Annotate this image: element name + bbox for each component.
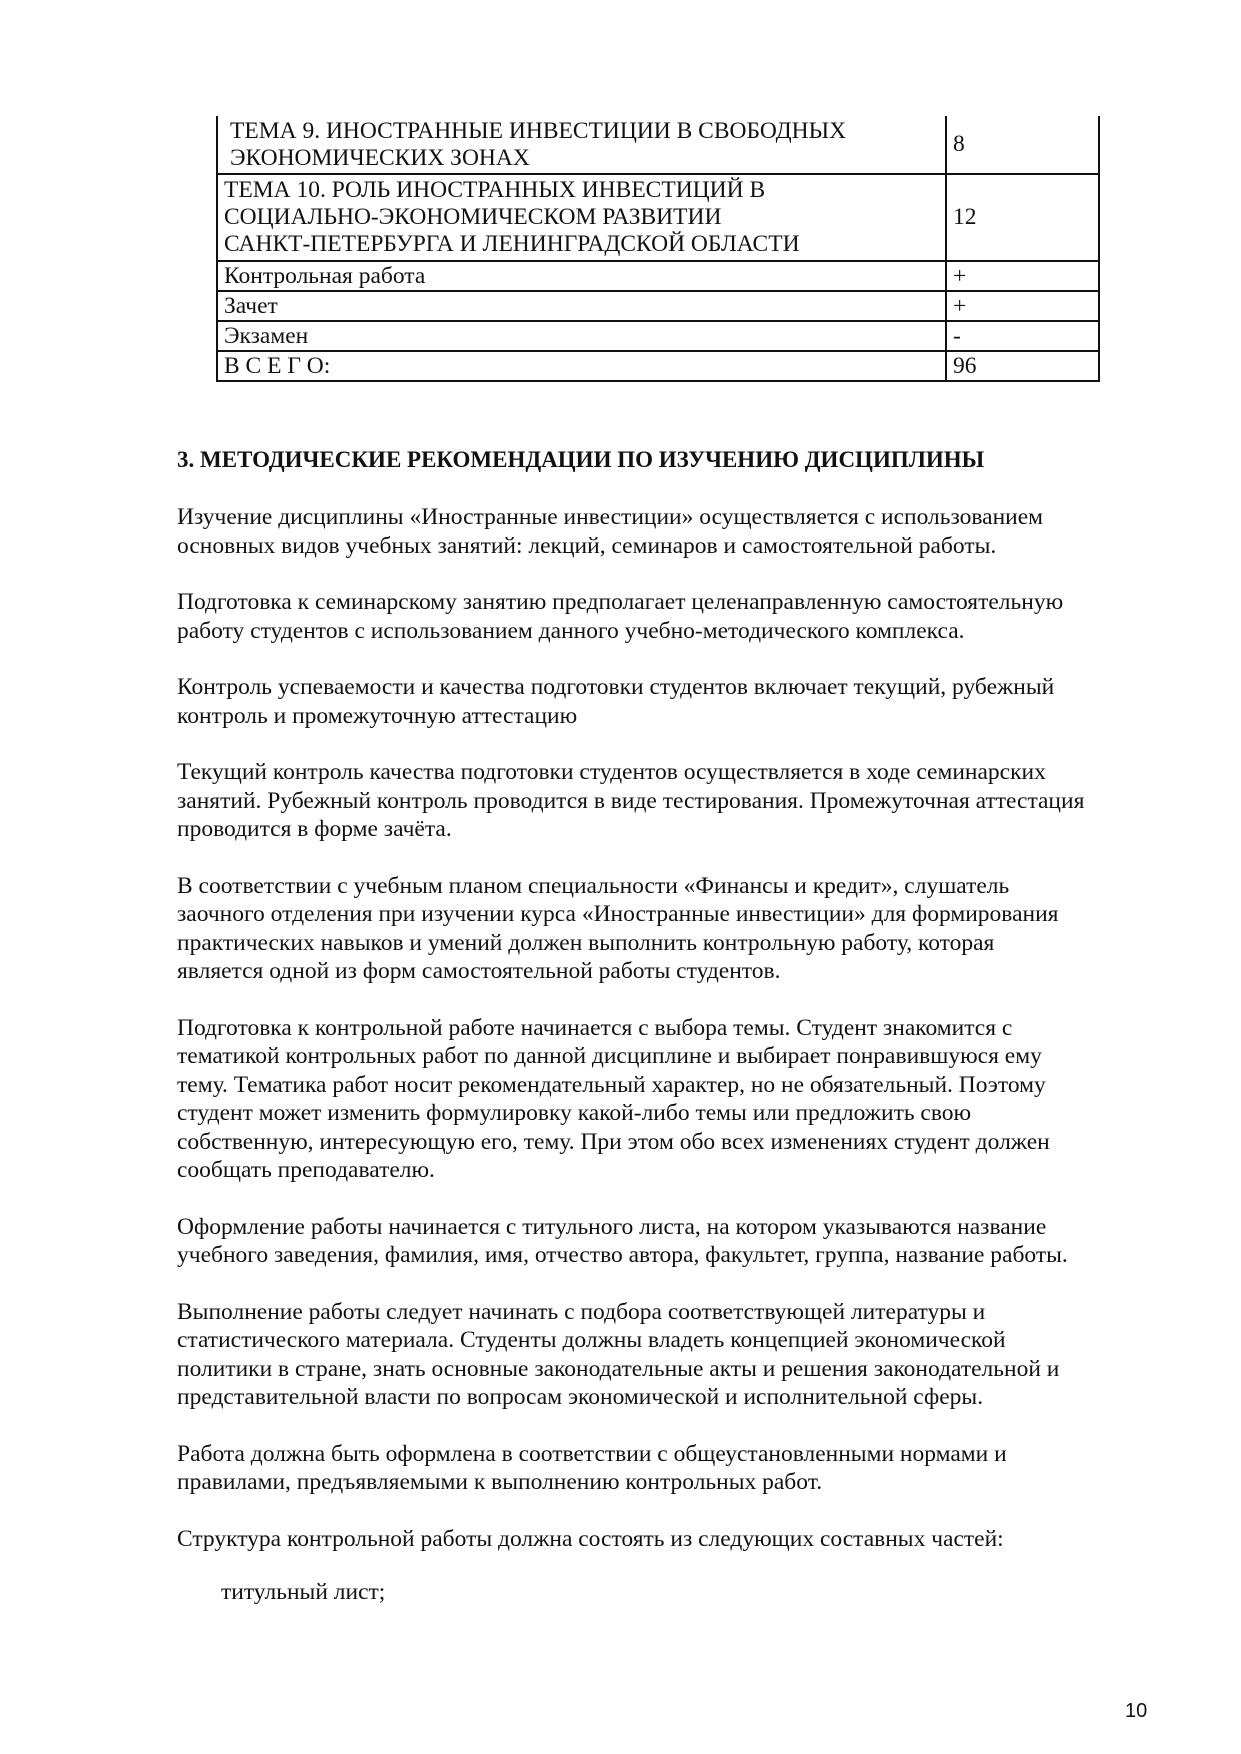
topic-cell: Экзамен <box>217 321 946 351</box>
section-body <box>177 503 1157 1553</box>
table-row-total <box>217 351 1099 381</box>
paragraph: Оформление работы начинается с титульного листа, на котором указываются название учебного заведения, фамилия, имя, отчество автора, факультет, группа, название работы. <box>177 1213 1068 1268</box>
hours-cell: 8 <box>946 116 1099 174</box>
table-row <box>217 261 1099 291</box>
hours-cell: + <box>946 261 1099 291</box>
hours-cell: + <box>946 291 1099 321</box>
paragraph: Выполнение работы следует начинать с подбора соответствующей литературы и статистического материала. Студенты должны владеть концепцией экономической политики в стране, знать основные законодательные акты и решения законодательной и представительной власти по вопросам экономической и исполнительной сферы. <box>177 1298 1060 1410</box>
table-row <box>217 291 1099 321</box>
paragraph: Подготовка к контрольной работе начинается с выбора темы. Студент знакомится с тематикой контрольных работ по данной дисциплине и выбирает понравившуюся ему тему. Тематика работ носит рекомендательный характер, но не обязательный. Поэтому студент может изменить формулировку какой-либо темы или предложить свою собственную, интересующую его, тему. При этом обо всех изменениях студент должен сообщать преподавателю. <box>177 1014 1050 1183</box>
hours-cell: 12 <box>946 174 1099 261</box>
paragraph: Подготовка к семинарскому занятию предполагает целенаправленную самостоятельную работу студентов с использованием данного учебно-методического комплекса. <box>177 589 1064 644</box>
table-row <box>217 321 1099 351</box>
paragraph: Работа должна быть оформлена в соответствии с общеустановленными нормами и правилами, предъявляемыми к выполнению контрольных работ. <box>177 1440 1007 1495</box>
topic-cell: Контрольная работа <box>217 261 946 291</box>
topic-cell: Зачет <box>217 291 946 321</box>
hours-cell: - <box>946 321 1099 351</box>
table-row <box>217 116 1099 174</box>
topic-cell: В С Е Г О: <box>217 351 946 381</box>
section-heading: 3. МЕТОДИЧЕСКИЕ РЕКОМЕНДАЦИИ ПО ИЗУЧЕНИЮ ДИСЦИПЛИНЫ <box>177 447 985 472</box>
hours-cell: 96 <box>946 351 1099 381</box>
table-row <box>217 174 1099 261</box>
paragraph: В соответствии с учебным планом специальности «Финансы и кредит», слушатель заочного отделения при изучении курса «Иностранные инвестиции» для формирования практических навыков и умений должен выполнить контрольную работу, которая является одной из форм самостоятельной работы студентов. <box>177 872 1059 984</box>
topic-cell: ТЕМА 10. РОЛЬ ИНОСТРАННЫХ ИНВЕСТИЦИЙ В СОЦИАЛЬНО-ЭКОНОМИЧЕСКОМ РАЗВИТИИ САНКТ-ПЕТЕРБУРГА И ЛЕНИНГРАДСКОЙ ОБЛАСТИ <box>217 174 946 261</box>
list-item: титульный лист; <box>221 1579 386 1605</box>
course-hours-table <box>216 116 1100 382</box>
paragraph: Изучение дисциплины «Иностранные инвестиции» осуществляется с использованием основных видов учебных занятий: лекций, семинаров и самостоятельной работы. <box>177 504 1044 559</box>
paragraph: Текущий контроль качества подготовки студентов осуществляется в ходе семинарских занятий. Рубежный контроль проводится в виде тестирования. Промежуточная аттестация проводится в форме зачёта. <box>177 759 1085 842</box>
page-number: 10 <box>1125 1700 1148 1722</box>
paragraph: Контроль успеваемости и качества подготовки студентов включает текущий, рубежный контроль и промежуточную аттестацию <box>177 674 1055 729</box>
topic-cell: ТЕМА 9. ИНОСТРАННЫЕ ИНВЕСТИЦИИ В СВОБОДНЫХ ЭКОНОМИЧЕСКИХ ЗОНАХ <box>217 116 946 174</box>
paragraph: Структура контрольной работы должна состоять из следующих составных частей: <box>177 1525 1004 1552</box>
